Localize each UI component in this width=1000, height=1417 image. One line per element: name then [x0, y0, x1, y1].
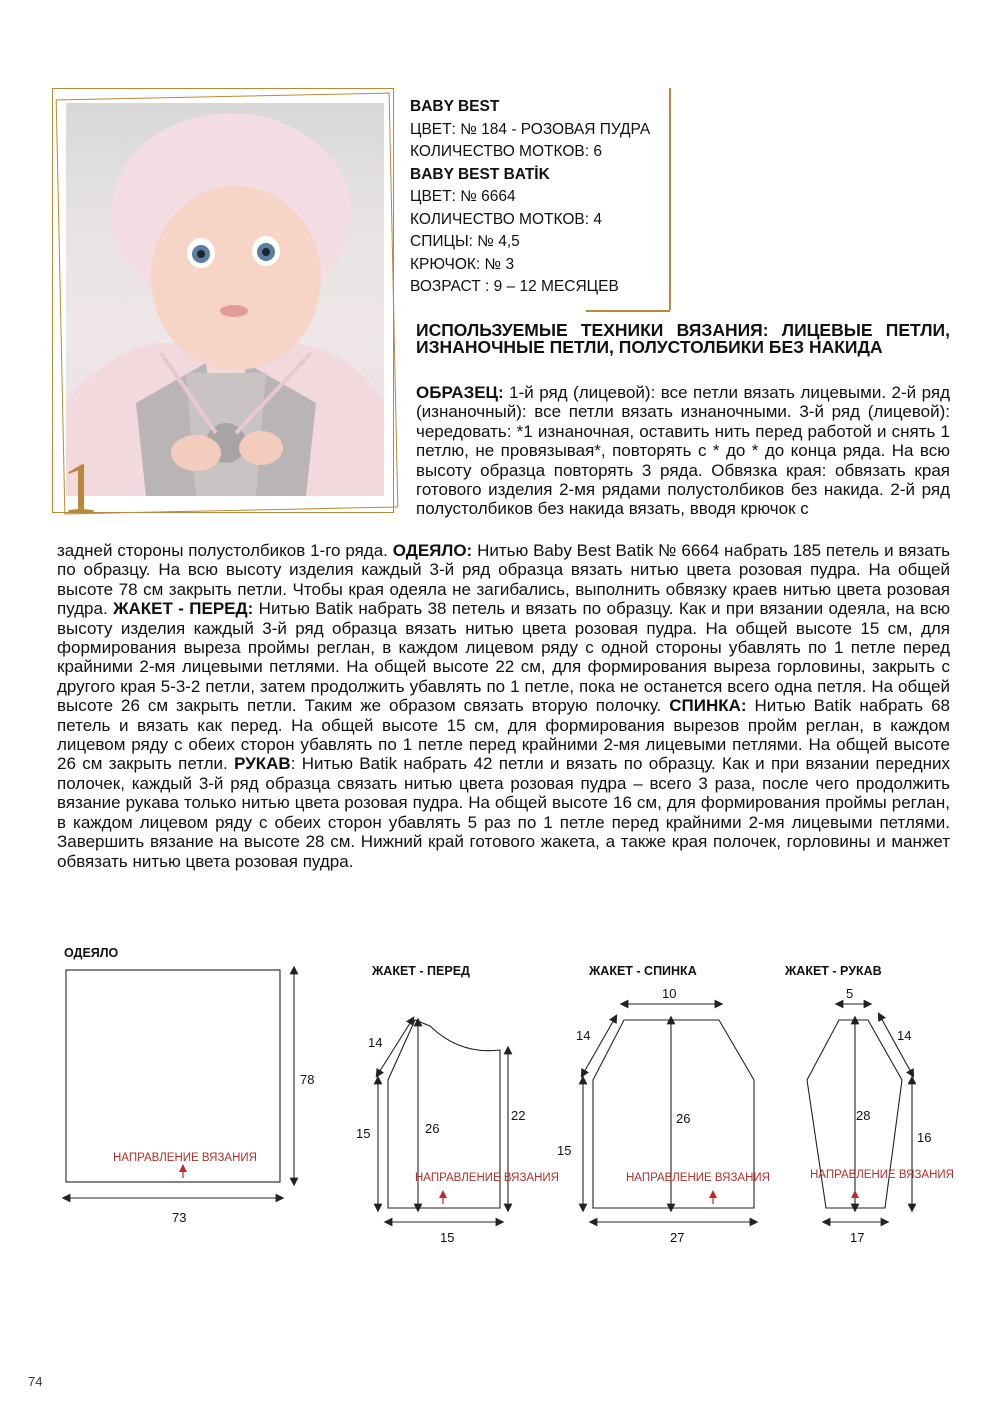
pattern-number: 1 [62, 448, 98, 528]
yarn-specs [410, 96, 650, 299]
sleeve-top-label: 5 [846, 986, 854, 1001]
yarn2-name: BABY BEST BATİK [410, 165, 550, 183]
front-side-label: 15 [356, 1126, 371, 1141]
age-range: ВОЗРАСТ : 9 – 12 МЕСЯЦЕВ [410, 278, 619, 295]
front-slope-dim [378, 1020, 412, 1074]
sample-text-cont: задней стороны полустолбиков 1-го ряда. [57, 541, 393, 560]
yarn1-color: ЦВЕТ: № 184 - РОЗОВАЯ ПУДРА [410, 120, 651, 138]
sleeve-side-label: 16 [917, 1130, 932, 1145]
sample-text: 1-й ряд (лицевой): все петли вязать лицевыми. 2-й ряд (изнаночный): все петли вязать изнаночными. 3-й ряд (лицевой): чередовать: *1 изнаночная, оставить нить перед работой и снять 1 петлю, не провязывая*, повторять с * до * до конца ряда. На всю высоту образца повторять 3 ряда. Обвязка края: обвязать края готового изделия 2-мя рядами полустолбиков без накида. 2-й ряд полустолбиков без накида вязать, вводя крючок с [416, 383, 950, 519]
techniques-heading: ИСПОЛЬЗУЕМЫЕ ТЕХНИКИ ВЯЗАНИЯ: ЛИЦЕВЫЕ ПЕТЛИ, ИЗНАНОЧНЫЕ ПЕТЛИ, ПОЛУСТОЛБИКИ БЕЗ НАКИДА [416, 320, 950, 357]
blanket-text: Нитью Baby Best Batik № 6664 набрать 185 петель и вязать по образцу. На всю высоту изделия каждый 3-й ряд образца вязать нитью цвета розовая пудра. На общей высоте 78 см закрыть петли. Чтобы края одеяла не загибались, выполнить обвязку краев нитью цвета розовая пудра. [57, 541, 950, 619]
back-direction-label: НАПРАВЛЕНИЕ ВЯЗАНИЯ [626, 1172, 770, 1184]
back-bottom-label: 27 [670, 1230, 685, 1245]
yarn2-color: ЦВЕТ: № 6664 [410, 188, 516, 205]
blanket-direction-label: НАПРАВЛЕНИЕ ВЯЗАНИЯ [113, 1152, 257, 1164]
back-top-label: 10 [662, 986, 677, 1001]
blanket-width-label: 73 [172, 1210, 187, 1225]
front-bottom-label: 15 [440, 1230, 455, 1245]
needles-size: СПИЦЫ: № 4,5 [410, 233, 520, 250]
sleeve-direction-arrow [851, 1190, 859, 1198]
sleeve-heading: РУКАВ [234, 754, 291, 774]
yarn2-skeins: КОЛИЧЕСТВО МОТКОВ: 4 [410, 210, 602, 228]
sleeve-slope-label: 14 [897, 1028, 912, 1043]
sleeve-center-label: 28 [856, 1108, 871, 1123]
front-text: Нитью Batik набрать 38 петель и вязать по образцу. Как и при вязании одеяла, на всю высоту изделия каждый 3-й ряд образца вязать нитью цвета розовая пудра. На общей высоте 15 см, для формирования выреза проймы реглан, в каждом лицевом ряду с одной стороны убавлять по 1 петле перед крайними 2-мя лицевыми петлями. На общей высоте 22 см, для формирования выреза горловины, закрыть с другого края 5-3-2 петли, затем продолжить убавлять по 1 петле, пока не останется всего одна петля. На общей высоте 26 см закрыть петли. Таким же образом связать вторую полочку. [57, 599, 951, 716]
yarn1-name: BABY BEST [410, 98, 500, 115]
page-number: 74 [28, 1374, 43, 1389]
blanket-heading: ОДЕЯЛО: [392, 541, 473, 560]
front-direction-arrow [439, 1190, 447, 1198]
front-right-label: 22 [511, 1108, 526, 1123]
back-title: ЖАКЕТ - СПИНКА [589, 964, 697, 978]
back-heading: СПИНКА: [669, 696, 747, 716]
specs-divider-vertical [669, 88, 671, 310]
back-direction-arrow [709, 1190, 717, 1198]
blanket-direction-arrow [179, 1164, 187, 1172]
blanket-outline [66, 970, 280, 1182]
back-slope-label: 14 [576, 1028, 591, 1043]
back-side-label: 15 [557, 1143, 572, 1158]
front-slope-label: 14 [368, 1035, 383, 1050]
sleeve-text: : Нитью Batik набрать 42 петли и вязать по образцу. Как и при вязании передних полочек, каждый 3-й ряд образца связать нитью цвета розовая пудра – всего 3 раза, после чего продолжить вязание рукава только нитью цвета розовая пудра. На общей высоте 16 см, для формирования проймы реглан, в каждом лицевом ряду с обеих сторон убавлять 5 раз по 1 петле перед крайними 2-мя лицевыми петлями. Завершить вязание на высоте 28 см. Нижний край готового жакета, а также края полочек, горловины и манжет обвязать нитью цвета розовая пудра. [57, 754, 951, 871]
sleeve-title: ЖАКЕТ - РУКАВ [785, 964, 882, 978]
instructions-main [57, 541, 950, 871]
front-direction-label: НАПРАВЛЕНИЕ ВЯЗАНИЯ [415, 1172, 559, 1184]
specs-divider-horizontal [586, 310, 670, 312]
sleeve-bottom-label: 17 [850, 1230, 865, 1245]
blanket-title: ОДЕЯЛО [64, 946, 119, 960]
sample-heading: ОБРАЗЕЦ: [416, 383, 504, 402]
blanket-height-label: 78 [300, 1072, 315, 1087]
sleeve-direction-label: НАПРАВЛЕНИЕ ВЯЗАНИЯ [810, 1169, 954, 1181]
hook-size: КРЮЧОК: № 3 [410, 255, 515, 273]
baby-photo [66, 103, 384, 496]
front-heading: ЖАКЕТ - ПЕРЕД: [113, 599, 254, 619]
yarn1-skeins: КОЛИЧЕСТВО МОТКОВ: 6 [410, 143, 602, 160]
back-text: Нитью Batik набрать 68 петель и вязать как перед. На общей высоте 15 см, для формирования вырезов пройм реглан, в каждом лицевом ряду с обеих сторон убавлять по 1 петле перед крайними 2-мя лицевыми петлями. На общей высоте 26 см закрыть петли. [57, 696, 950, 774]
instructions-sample [416, 383, 950, 519]
sleeve-slope-dim [880, 1016, 912, 1074]
back-center-label: 26 [676, 1111, 691, 1126]
front-center-label: 26 [425, 1121, 440, 1136]
front-title: ЖАКЕТ - ПЕРЕД [372, 964, 470, 978]
schematics [0, 940, 1000, 1260]
